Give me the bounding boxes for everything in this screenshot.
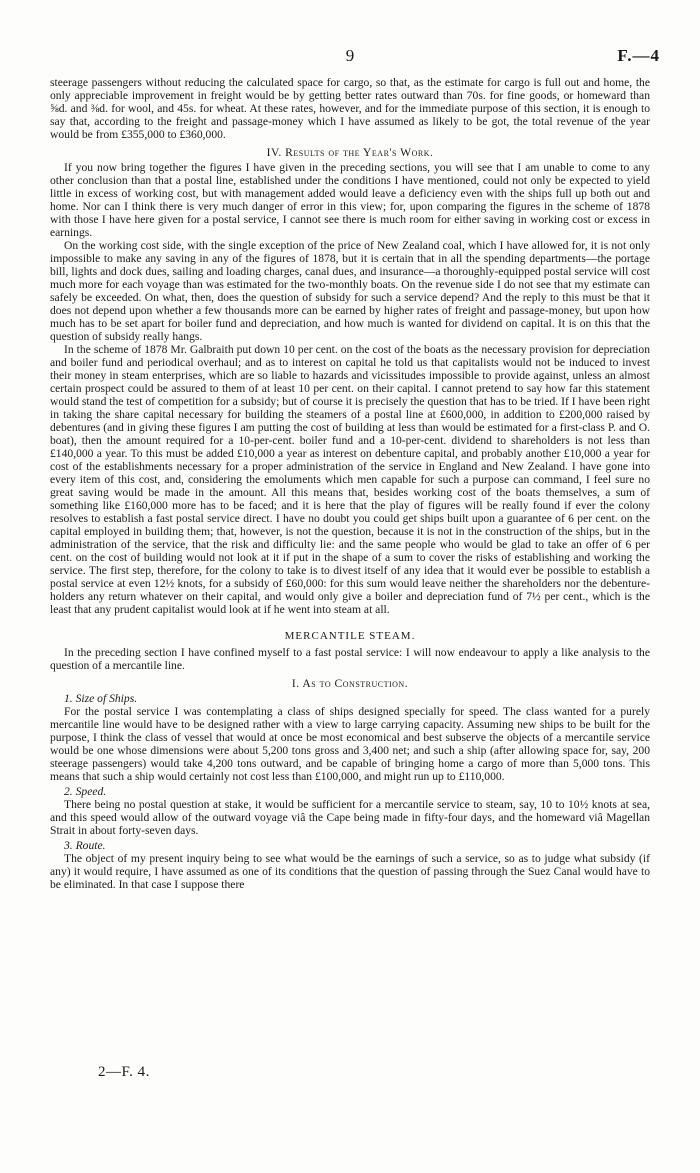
subheading-size: 1. Size of Ships. — [64, 692, 138, 705]
paragraph: There being no postal question at stake, it would be sufficient for a mercantile service to steam, say, 10 to 10½ knots at sea, and this speed would allow of the outward voyage viâ the Cape being made in fifty-four days, and the homeward viâ Magellan Strait in about forty-seven days. — [50, 798, 650, 837]
subheading-route: 3. Route. — [64, 839, 106, 852]
section-heading-results: IV. Results of the Year's Work. — [266, 146, 434, 159]
page-number: 9 — [345, 46, 355, 65]
paragraph: If you now bring together the figures I have given in the preceding sections, you will see that I am unable to come to any other conclusion than that a postal line, established under the conditions I have mentioned, could not only be expected to yield little in excess of working cost, but with management added would leave a deficiency even with the ships full up both out and home. Nor can I think there is very much danger of error in this view; for, upon comparing the figures in the scheme of 1878 with those I have here given for a postal service, I cannot see there is much room for either saving in working cost or excess in earnings. — [50, 161, 650, 239]
paragraph: steerage passengers without reducing the calculated space for cargo, so that, as the estimate for cargo is full out and home, the only appreciable improvement in freight would be by getting better rates outward than 70s. for fine goods, or homeward than ⅝d. and ⅜d. for wool, and 45s. for wheat. At these rates, however, and for the immediate purpose of this section, it is enough to say that, according to the freight and passage-money which I have assumed as likely to be got, the total revenue of the year would be from £355,000 to £360,000. — [50, 76, 650, 141]
document-body — [50, 76, 650, 891]
paragraph: In the scheme of 1878 Mr. Galbraith put down 10 per cent. on the cost of the boats as the necessary provision for depreciation and boiler fund and periodical overhaul; and as to interest on capital he told us that capitalists would not be induced to invest their money in steam enterprises, which are so liable to hazards and vicissitudes impossible to provide against, unless an almost certain prospect could be assured to them of at least 10 per cent. on their capital. I cannot pretend to say how far this statement would stand the test of competition for a subsidy; but of course it is precisely the question that has to be tried. If I have been right in taking the share capital necessary for building the steamers of a postal line at £600,000, in addition to £200,000 raised by debentures (and in giving these figures I am putting the cost of building at less than would be estimated for a first-class P. and O. boat), then the amount required for a 10-per-cent. boiler fund and a 10-per-cent. dividend to shareholders is not less than £140,000 a year. To this must be added £10,000 a year as interest on debenture capital, and probably another £10,000 a year for cost of the establishments necessary for a proper administration of the service in England and New Zealand. I have gone into every item of this cost, and, considering the emoluments which men capable for such a purpose can command, I feel sure no great saving would be made in the amount. All this means that, besides working cost of the boats themselves, a sum of something like £160,000 more has to be faced; and it is here that the play of figures will be really found if ever the colony resolves to establish a fast postal service direct. I have no doubt you could get ships built upon a guarantee of 6 per cent. on the capital employed in building them; that, however, is not the question, because it is not in the construction of the ships, but in the administration of the service, that the risk and difficulty lie: and the same people who would be glad to take an offer of 6 per cent. on the cost of building would not look at it if put in the shape of a sum to cover the risks of establishing and working the service. The first step, therefore, for the colony to take is to divest itself of any idea that it would ever be possible to establish a postal service at even 12½ knots, for a subsidy of £60,000: for this sum would leave neither the shareholders nor the debenture-holders any return whatever on their capital, and would only give a boiler and depreciation fund of 7½ per cent., which is the least that any prudent capitalist would look at if he went into steam at all. — [50, 343, 650, 616]
section-heading-construction: I. As to Construction. — [291, 677, 409, 690]
document-reference: F.—4 — [617, 46, 660, 65]
paragraph: The object of my present inquiry being to see what would be the earnings of such a service, so as to judge what subsidy (if any) it would require, I have assumed as one of its conditions that the question of passing through the Suez Canal would have to be eliminated. In that case I suppose there — [50, 852, 650, 891]
paragraph: In the preceding section I have confined myself to a fast postal service: I will now endeavour to apply a like analysis to the question of a mercantile line. — [50, 646, 650, 672]
section-heading-mercantile: MERCANTILE STEAM. — [284, 630, 416, 642]
signature-mark: 2—F. 4. — [98, 1064, 150, 1080]
subheading-speed: 2. Speed. — [64, 785, 107, 798]
paragraph: For the postal service I was contemplating a class of ships designed specially for speed. The class wanted for a purely mercantile line would have to be designed rather with a view to large carrying capacity. Assuming new ships to be built for the purpose, I think the class of vessel that would at once be most economical and best subserve the objects of a mercantile service would be one whose dimensions were about 5,200 tons gross and 3,400 net; and such a ship (after allowing space for, say, 200 steerage passengers) would take 4,200 tons outward, and be capable of bringing home a cargo of more than 5,000 tons. This means that such a ship would certainly not cost less than £100,000, and might run up to £110,000. — [50, 705, 650, 783]
paragraph: On the working cost side, with the single exception of the price of New Zealand coal, which I have allowed for, it is not only impossible to make any saving in any of the figures of 1878, but it is certain that in all the spending departments—the portage bill, lights and dock dues, sailing and loading charges, canal dues, and insurance—a thoroughly-equipped postal service will cost much more for each voyage than was estimated for the two-monthly boats. On the revenue side I do not see that my estimate can safely be exceeded. On what, then, does the question of subsidy for such a service depend? And the reply to this must be that it does not depend upon whether a few thousands more can be earned by higher rates of freight and passage-money, but upon how much has to be set apart for boiler fund and depreciation, and how much is wanted for dividend on capital. It is on this that the question of subsidy really hangs. — [50, 239, 650, 343]
